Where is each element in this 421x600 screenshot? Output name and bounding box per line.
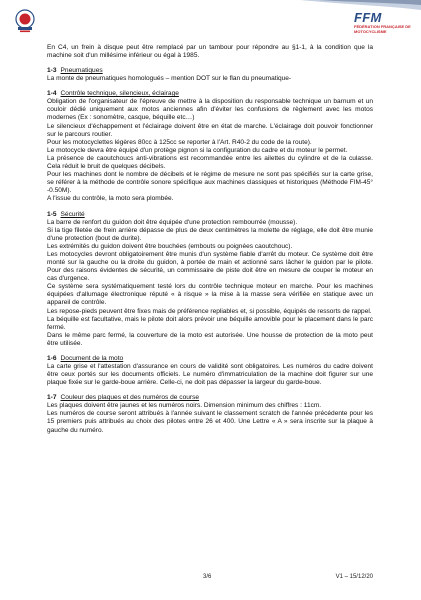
paragraph: Pour les machines dont le nombre de décibels et le régime de mesure ne sont pas spécifiés sur la carte grise, se référer à la méthode de contrôle sonore spécifique aux machines classiques et historiques (Méthode FIM-45° -0.50M). — [47, 171, 373, 195]
paragraph: Pour les motocyclettes légères 80cc à 125cc se reporter à l'Art. R40-2 du code de la route). — [47, 138, 312, 146]
paragraph: La barre de renfort du guidon doit être équipée d'une protection rembourrée (mousse). — [47, 218, 298, 226]
ffm-logo: FFM FÉDÉRATION FRANÇAISE DE MOTOCYCLISME — [354, 10, 411, 34]
paragraph: Obligation de l'organisateur de l'épreuve de mettre à la disposition du responsable technique un barnum et un couloir dédié uniquement aux motos anciennes afin d'éviter les confusions de règlement avec les motos modernes (Ex : sonomètre, casque, béquille etc…) — [47, 98, 373, 122]
paragraph: Les numéros de course seront attribués à l'année suivant le classement scratch de l'année précédente pour les 15 premiers puis attribués au choix des pilotes entre 26 et 400. Une Lettre « A » sera inscrite sur la plaque à gauche du numéro. — [47, 410, 373, 434]
paragraph: Le silencieux d'échappement et l'éclairage doivent être en état de marche. L'éclairage doit pouvoir fonctionner sur le parcours routier. — [47, 122, 373, 138]
federation-emblem-logo — [10, 8, 40, 34]
intro-paragraph: En C4, un frein à disque peut être remplacé par un tambour pour répondre au §1-1, à la condition que la machine soit d'un millésime inférieur ou égal à 1985. — [47, 44, 373, 60]
section-securite — [47, 211, 373, 349]
paragraph: La présence de caoutchoucs anti-vibrations est recommandée entre les ailettes du cylindre et de la culasse. Cela réduit le bruit de quelques décibels. — [47, 154, 373, 171]
paragraph: La carte grise et l'attestation d'assurance en cours de validité sont obligatoires. Les numéros du cadre doivent être ceux portés sur les documents officiels. Le numéro d'immatriculation de la machine doit figurer sur une plaque fixée sur le garde-boue arrière. Celle-ci, ne doit pas dépasser la largeur du garde-boue. — [47, 363, 373, 387]
section-controle-technique — [47, 90, 373, 203]
section-heading: 1-7 Couleur des plaques et des numéros de course — [47, 394, 200, 402]
paragraph: Les plaques doivent être jaunes et les numéros noirs. Dimension minimum des chiffres : 11cm. — [47, 402, 322, 410]
section-heading: 1-6 Document de la moto — [47, 355, 124, 362]
paragraph: Si la tige filetée de frein arrière dépasse de plus de deux centimètres la molette de réglage, elle doit être munie d'une protection (bout de durite). — [47, 226, 373, 242]
version-date: V1 – 15/12/20 — [335, 574, 373, 580]
page-number: 3/6 — [203, 574, 212, 580]
section-couleur-plaques — [47, 394, 373, 434]
paragraph: Les motocycles devront obligatoirement être munis d'un système fiable d'arrêt du moteur. Ce système doit être monté sur la gauche ou la droite du guidon, à portée de main et actionné sans lâcher le guidon par le pilote. Pour des raisons évidentes de sécurité, un commissaire de piste doit être en mesure de couper le moteur en cas d'urgence. — [47, 250, 373, 283]
paragraph: La béquille est facultative, mais le pilote doit alors prévoir une béquille amovible pour le placement dans le parc fermé. — [47, 315, 373, 331]
paragraph: La monte de pneumatiques homologués – mention DOT sur le flan du pneumatique- — [47, 75, 292, 83]
document-body — [47, 44, 373, 435]
paragraph: Les repose-pieds peuvent être fixes mais de préférence repliables et, si possible, équipés de ressorts de rappel. — [47, 307, 372, 315]
paragraph: Ce système sera systématiquement testé lors du contrôle technique moteur en marche. Pour les machines équipées d'allumage électronique réputé « à risque » la mise à la masse sera vérifiée en statique avec un appareil de contrôle. — [47, 283, 373, 307]
paragraph: A l'issue du contrôle, la moto sera plombée. — [47, 195, 174, 203]
section-document-moto — [47, 355, 373, 387]
section-pneumatiques — [47, 67, 373, 83]
paragraph: Les extrémités du guidon doivent être bouchées (embouts ou poignées caoutchouc). — [47, 242, 293, 250]
paragraph: Le motocycle devra être équipé d'un protège pignon si la configuration du cadre et du moteur le permet. — [47, 146, 348, 154]
section-heading: 1-5 Sécurité — [47, 210, 85, 218]
section-heading: 1-3 Pneumatiques — [47, 67, 103, 75]
paragraph: Dans le même parc fermé, la couverture de la moto est autorisée. Une housse de protection de la moto peut être utilisée. — [47, 331, 373, 347]
section-heading: 1-4 Contrôle technique, silencieux, éclairage — [47, 90, 179, 98]
